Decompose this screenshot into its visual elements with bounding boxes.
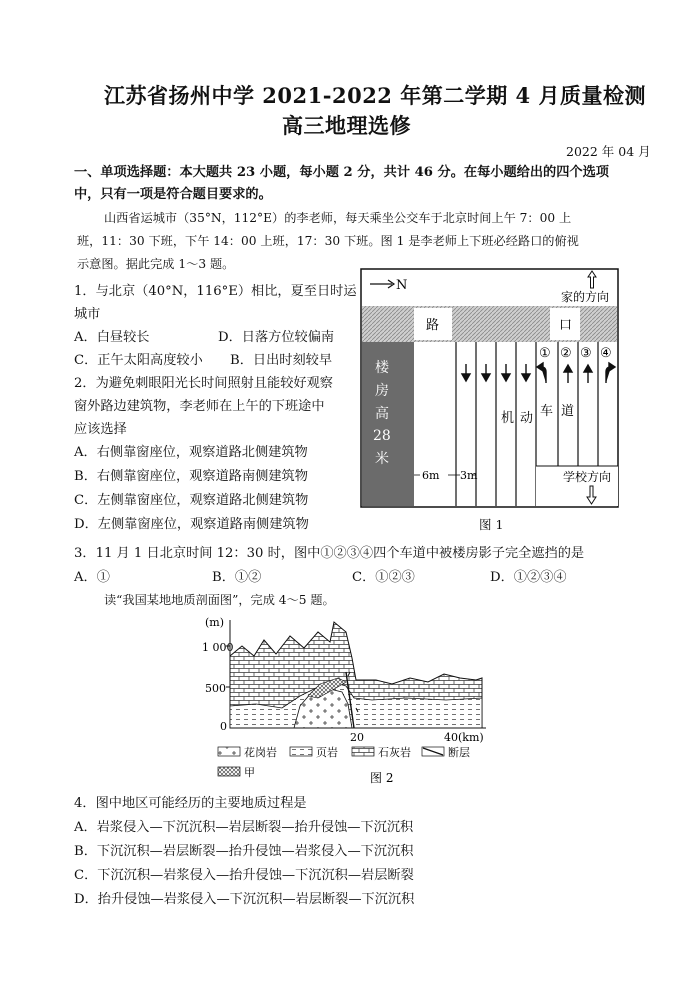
road-label-left: 路 — [426, 318, 440, 333]
legend-granite-label: 花岗岩 — [244, 746, 277, 759]
q3-option-a: A．① — [74, 570, 110, 585]
legend-granite-swatch — [218, 747, 240, 756]
q2-stem-line1: 2．为避免刺眼阳光长时间照射且能较好观察 — [74, 376, 333, 391]
school-direction-label: 学校方向 — [563, 470, 612, 484]
passage-line1: 山西省运城市（35°N，112°E）的李老师，每天乘坐公交车于北京时间上午 7：00 上 — [104, 211, 572, 225]
q1-stem-line2: 城市 — [74, 307, 101, 322]
q2-option-c: C．左侧靠窗座位，观察道路北侧建筑物 — [74, 493, 309, 508]
exam-date: 2022 年 04 月 — [566, 144, 651, 159]
q3-option-d: D．①②③④ — [490, 570, 567, 585]
q1-option-d: B．日出时刻较早 — [230, 353, 333, 368]
q1-option-c: C．正午太阳高度较小 — [74, 353, 203, 368]
width-3m-label: 3m — [460, 469, 478, 482]
legend-jia-label: 甲 — [244, 766, 255, 779]
q3-stem: 3．11 月 1 日北京时间 12：30 时，图中①②③④四个车道中被楼房影子完全遮挡的是 — [74, 546, 585, 561]
legend-limestone-label: 石灰岩 — [378, 746, 411, 759]
passage-line2: 班，11：30 下班，下午 14：00 上班，17：30 下班。图 1 是李老师上下班必经路口的俯视 — [77, 234, 579, 248]
y-tick-1000: 1 000 — [202, 641, 234, 654]
home-direction-label: 家的方向 — [561, 290, 610, 304]
lane-word-4: 道 — [561, 404, 575, 419]
building-char-5: 米 — [375, 451, 389, 467]
legend-shale-label: 页岩 — [316, 746, 338, 759]
q1-option-a: A．白昼较长 — [74, 330, 150, 345]
q4-option-c: C．下沉沉积—岩浆侵入—抬升侵蚀—下沉沉积—岩层断裂 — [74, 868, 414, 883]
road-label-right: 口 — [559, 318, 573, 333]
x-tick-40: 40(km) — [444, 731, 484, 744]
building-char-4: 28 — [373, 428, 391, 444]
legend-limestone-swatch — [352, 747, 374, 756]
figure2-caption: 图 2 — [370, 771, 394, 784]
q3-option-b: B．①② — [212, 570, 262, 585]
lane-number-3: ③ — [580, 346, 592, 361]
q2-stem-line3: 应该选择 — [74, 422, 127, 437]
y-tick-0: 0 — [220, 720, 227, 733]
figure1-crossroad-diagram — [360, 268, 620, 514]
q4-stem: 4．图中地区可能经历的主要地质过程是 — [74, 796, 307, 811]
q4-option-a: A．岩浆侵入—下沉沉积—岩层断裂—抬升侵蚀—下沉沉积 — [74, 820, 414, 835]
legend-fault-label: 断层 — [448, 746, 470, 759]
section-heading-line1: 一、单项选择题：本大题共 23 小题，每小题 2 分，共计 46 分。在每小题给出的四个选项 — [74, 165, 609, 180]
y-axis-unit: (m) — [205, 616, 225, 629]
north-label: N — [396, 278, 408, 293]
q2-option-d: D．左侧靠窗座位，观察道路南侧建筑物 — [74, 517, 309, 532]
q2-stem-line2: 窗外路边建筑物，李老师在上午的下班途中 — [74, 399, 325, 414]
lane-word-1: 机 — [501, 411, 515, 426]
lane-word-3: 车 — [540, 404, 554, 419]
passage-line3: 示意图。据此完成 1～3 题。 — [77, 257, 235, 271]
q2-option-b: B．右侧靠窗座位，观察道路南侧建筑物 — [74, 469, 308, 484]
q2-option-a: A．右侧靠窗座位，观察道路北侧建筑物 — [74, 445, 308, 460]
y-tick-500: 500 — [205, 682, 226, 695]
lane-word-2: 动 — [520, 411, 534, 426]
building-char-1: 楼 — [375, 360, 389, 376]
section-heading-line2: 中，只有一项是符合题目要求的。 — [74, 187, 272, 202]
x-tick-20: 20 — [350, 731, 364, 744]
page-title: 江苏省扬州中学 2021-2022 年第二学期 4 月质量检测 — [104, 83, 646, 108]
lane-number-2: ② — [560, 346, 572, 361]
figure1-caption: 图 1 — [479, 517, 504, 532]
building-char-3: 高 — [375, 406, 389, 422]
lane-number-4: ④ — [600, 346, 612, 361]
q3-option-c: C．①②③ — [352, 570, 415, 585]
legend-jia-swatch — [218, 767, 240, 776]
figure2-geologic-section — [196, 612, 496, 784]
q4-option-d: D．抬升侵蚀—岩浆侵入—下沉沉积—岩层断裂—下沉沉积 — [74, 892, 415, 907]
width-6m-label: 6m — [422, 469, 440, 482]
legend-shale-swatch — [290, 747, 312, 756]
page-subtitle: 高三地理选修 — [282, 113, 411, 138]
q4-option-b: B．下沉沉积—岩层断裂—抬升侵蚀—岩浆侵入—下沉沉积 — [74, 844, 414, 859]
figure2-intro: 读“我国某地地质剖面图”，完成 4～5 题。 — [104, 593, 335, 607]
q1-stem-line1: 1．与北京（40°N，116°E）相比，夏至日时运 — [74, 284, 357, 299]
lane-number-1: ① — [539, 346, 551, 361]
building-char-2: 房 — [375, 383, 389, 399]
q1-option-b: D．日落方位较偏南 — [218, 330, 335, 345]
